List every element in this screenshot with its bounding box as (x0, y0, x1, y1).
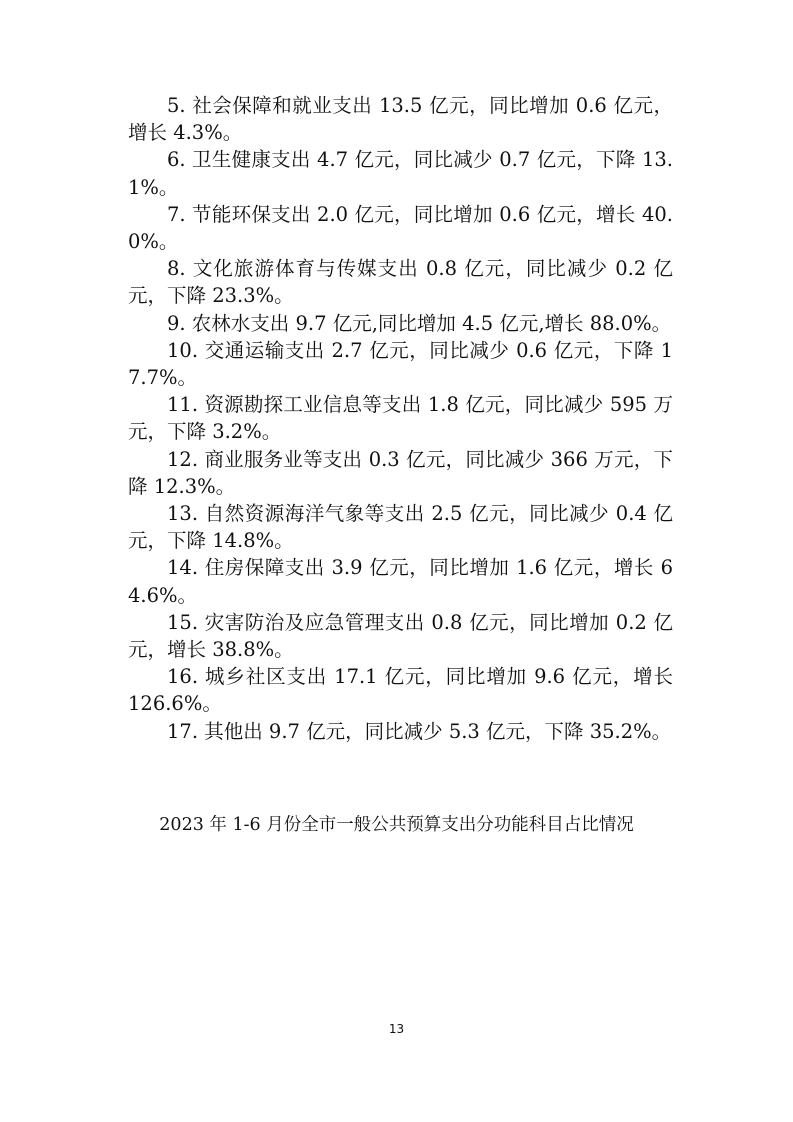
paragraph-item-12: 12. 商业服务业等支出 0.3 亿元，同比减少 366 万元，下降 12.3%。 (128, 447, 673, 498)
page-number: 13 (388, 1022, 405, 1036)
figure-caption: 2023 年 1-6 月份全市一般公共预算支出分功能科目占比情况 (159, 815, 634, 835)
paragraph-item-6: 6. 卫生健康支出 4.7 亿元，同比减少 0.7 亿元，下降 13.1%。 (128, 148, 673, 199)
paragraph-item-17: 17. 其他出 9.7 亿元，同比减少 5.3 亿元，下降 35.2%。 (167, 719, 672, 743)
paragraph-item-5: 5. 社会保障和就业支出 13.5 亿元，同比增加 0.6 亿元，增长 4.3%。 (128, 94, 673, 145)
paragraph-item-8: 8. 文化旅游体育与传媒支出 0.8 亿元，同比减少 0.2 亿元，下降 23.3%。 (128, 257, 673, 308)
paragraph-item-16: 16. 城乡社区支出 17.1 亿元，同比增加 9.6 亿元，增长 126.6%。 (128, 665, 673, 716)
paragraph-item-9: 9. 农林水支出 9.7 亿元,同比增加 4.5 亿元,增长 88.0%。 (167, 311, 672, 335)
paragraph-item-15: 15. 灾害防治及应急管理支出 0.8 亿元，同比增加 0.2 亿元，增长 38.8%。 (128, 610, 673, 662)
body-text (128, 92, 673, 745)
paragraph-item-14: 14. 住房保障支出 3.9 亿元，同比增加 1.6 亿元，增长 64.6%。 (128, 556, 673, 607)
paragraph-item-13: 13. 自然资源海洋气象等支出 2.5 亿元，同比减少 0.4 亿元，下降 14.8%。 (128, 502, 673, 553)
paragraph-item-7: 7. 节能环保支出 2.0 亿元，同比增加 0.6 亿元，增长 40.0%。 (128, 202, 673, 254)
paragraph-item-10: 10. 交通运输支出 2.7 亿元，同比减少 0.6 亿元，下降 17.7%。 (128, 338, 673, 390)
paragraph-item-11: 11. 资源勘探工业信息等支出 1.8 亿元，同比减少 595 万元，下降 3.2%。 (128, 393, 673, 444)
